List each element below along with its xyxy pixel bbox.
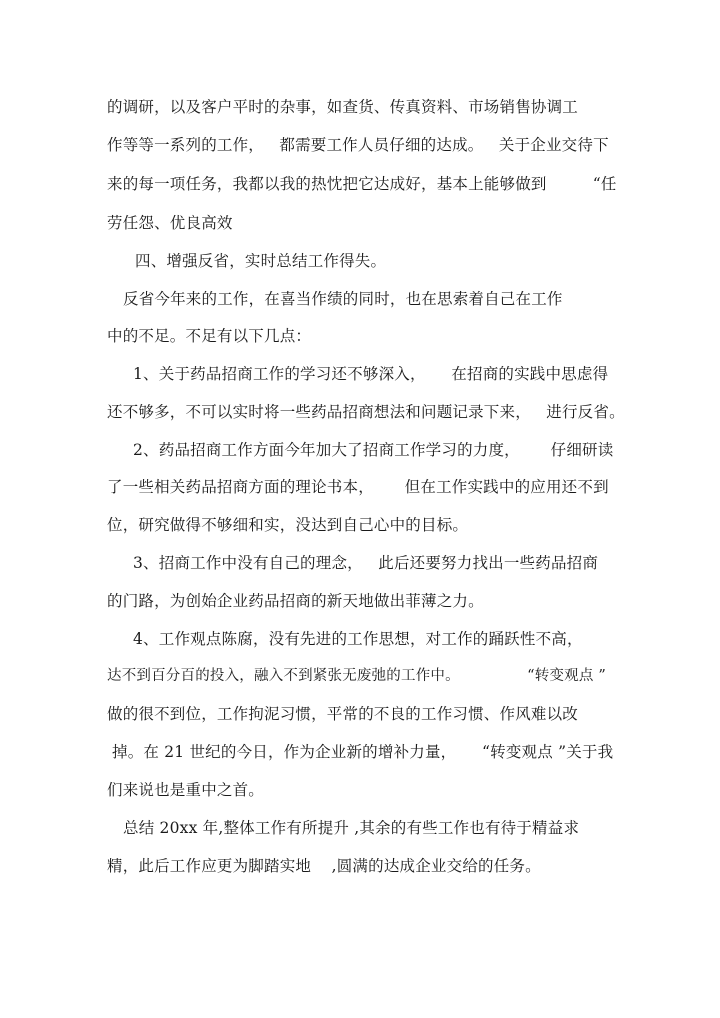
- text-line-3: 来的每一项任务，我都以我的热忱把它达成好，基本上能够做到 “任: [107, 175, 617, 193]
- text-line-21: 精，此后工作应更为脚踏实地 ,圆满的达成企业交给的任务。: [107, 857, 541, 875]
- list-item-1: 1、关于药品招商工作的学习还不够深入， 在招商的实践中思虑得: [133, 365, 609, 383]
- text-line-1: 的调研，以及客户平时的杂事，如查货、传真资料、市场销售协调工: [107, 98, 579, 116]
- section-heading-4: 四、增强反省，实时总结工作得失。: [135, 252, 387, 270]
- text-line-12: 位，研究做得不够细和实，没达到自己心中的目标。: [107, 516, 469, 534]
- text-line-18: 掉。在 21 世纪的今日，作为企业新的增补力量， “转变观点 ”关于我: [112, 743, 614, 761]
- list-item-4: 4、工作观点陈腐，没有先进的工作思想，对工作的踊跃性不高，: [133, 630, 583, 648]
- text-line-19: 们来说也是重中之首。: [107, 781, 265, 799]
- text-line-11: 了一些相关药品招商方面的理论书本， 但在工作实践中的应用还不到: [107, 478, 609, 496]
- text-line-9: 还不够多，不可以实时将一些药品招商想法和问题记录下来， 进行反省。: [107, 403, 625, 421]
- list-item-3: 3、招商工作中没有自己的理念， 此后还要努力找出一些药品招商: [133, 554, 599, 572]
- text-line-20: 总结 20xx 年,整体工作有所提升 ,其余的有些工作也有待于精益求: [123, 819, 580, 837]
- text-line-2: 作等等一系列的工作， 都需要工作人员仔细的达成。 关于企业交待下: [107, 136, 609, 154]
- text-line-14: 的门路，为创始企业药品招商的新天地做出菲薄之力。: [107, 592, 484, 610]
- text-line-7: 中的不足。不足有以下几点：: [107, 327, 312, 345]
- list-item-2: 2、药品招商工作方面今年加大了招商工作学习的力度， 仔细研读: [133, 441, 614, 459]
- text-line-4: 劳任怨、优良高效: [107, 214, 233, 232]
- text-line-6: 反省今年来的工作，在喜当作绩的同时，也在思索着自己在工作: [123, 290, 563, 308]
- text-line-17: 做的很不到位，工作拘泥习惯，平常的不良的工作习惯、作风难以改: [107, 705, 579, 723]
- text-line-16: 达不到百分百的投入，融入不到紧张无废弛的工作中。 “转变观点 ”: [107, 668, 606, 684]
